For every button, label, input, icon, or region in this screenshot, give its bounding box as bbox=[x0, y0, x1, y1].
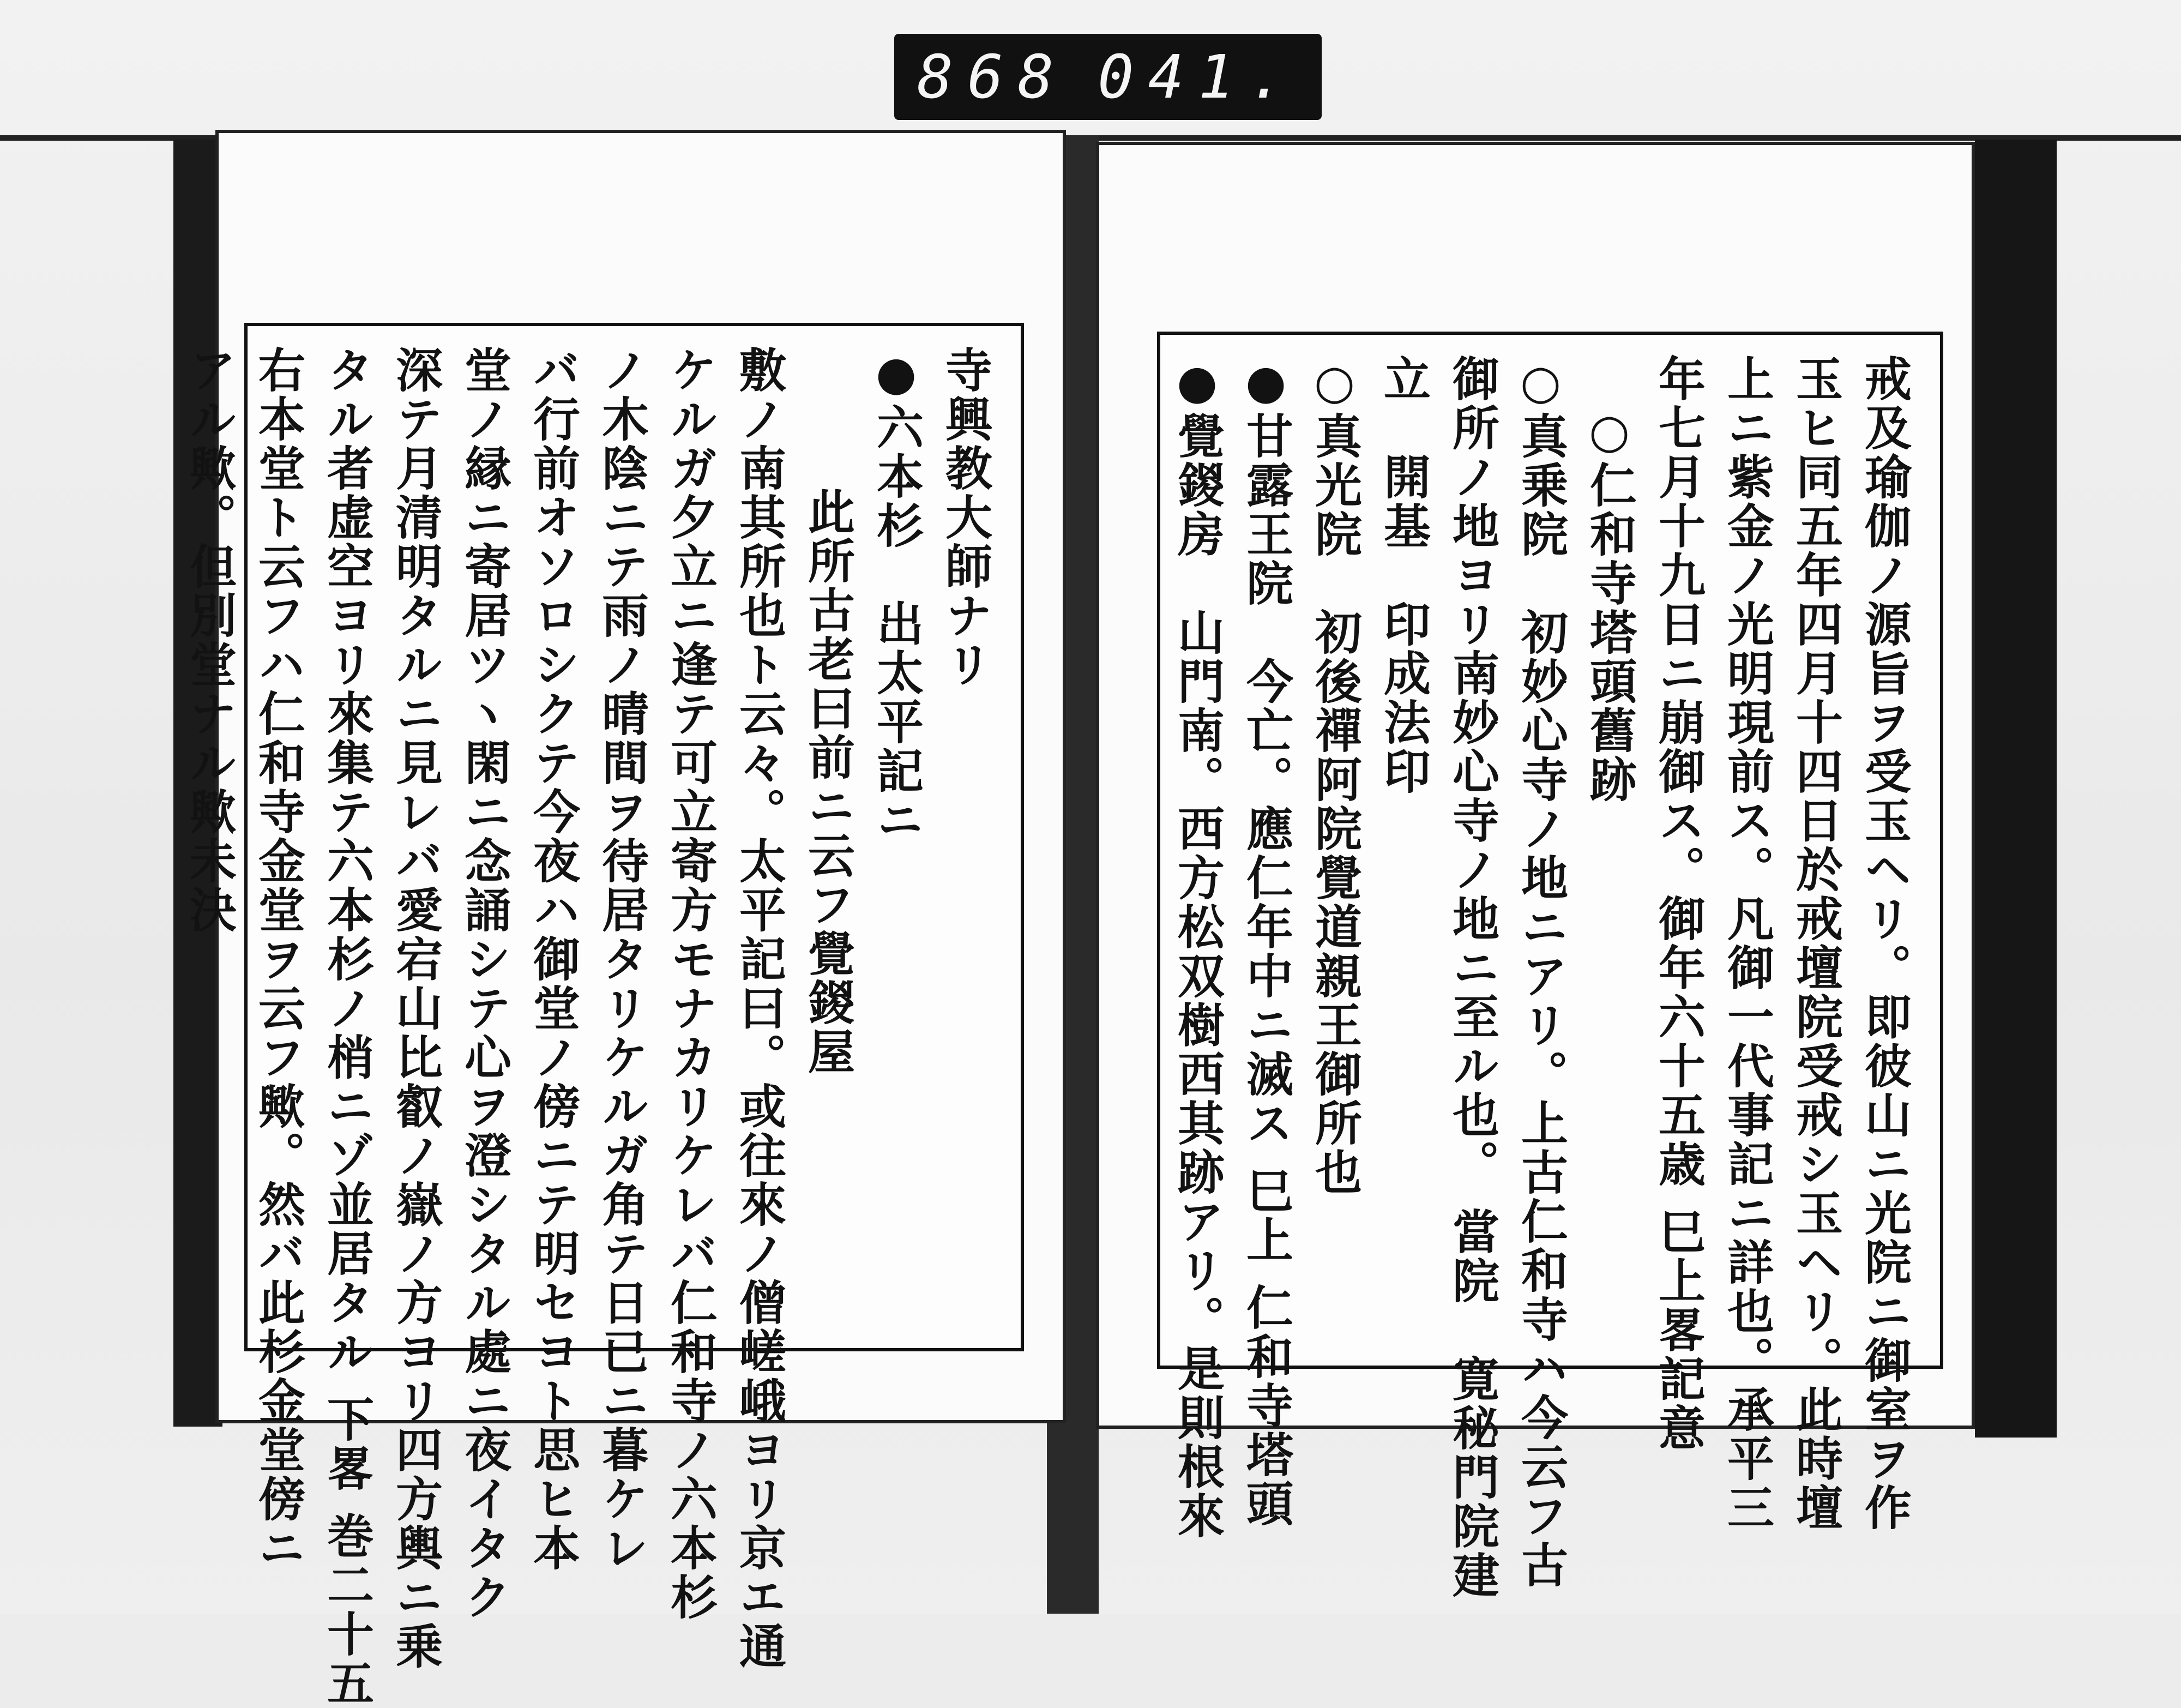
left-col-8: 堂ノ縁ニ寄居ツヽ閑ニ念誦シテ心ヲ澄シタル處ニ夜イタク bbox=[456, 346, 511, 1622]
left-col-4: 敷ノ南其所也ト云々。太平記曰。或往來ノ僧嵯峨ヨリ京エ通 bbox=[731, 346, 786, 1671]
right-col-1: 戒及瑜伽ノ源旨ヲ受玉ヘリ。即彼山ニ光院ニ御室ヲ作 bbox=[1857, 354, 1912, 1532]
left-col-12: アル歟。但別堂ナル歟未決 bbox=[182, 346, 237, 935]
left-col-10: タル者虚空ヨリ來集テ六本杉ノ梢ニゾ並居タル 下畧 巻二十五 bbox=[319, 346, 374, 1708]
reel-id-plate bbox=[894, 34, 1322, 120]
left-col-6: ノ木陰ニテ雨ノ晴間ヲ待居タリケルガ角テ日已ニ暮ケレ bbox=[594, 346, 649, 1573]
left-col-9: 深テ月清明タルニ見レバ愛宕山比叡ノ嶽ノ方ヨリ四方輿ニ乗 bbox=[388, 346, 443, 1671]
right-col-8: 立 開基 印成法印 bbox=[1376, 354, 1431, 796]
left-col-2: ●六本杉 出太平記ニ bbox=[869, 346, 924, 845]
left-col-11: 右本堂ト云フハ仁和寺金堂ヲ云フ歟。然バ此杉金堂傍ニ bbox=[250, 346, 305, 1573]
left-page-text bbox=[182, 346, 999, 1708]
reel-number: 868 bbox=[917, 42, 1068, 112]
right-col-2: 玉ヒ同五年四月十四日於戒壇院受戒シ玉ヘリ。此時壇 bbox=[1788, 354, 1843, 1532]
right-page-text bbox=[1170, 354, 1918, 1600]
right-col-10: ●甘露王院 今亡。應仁年中ニ滅ス 巳上 仁和寺塔頭 bbox=[1238, 354, 1293, 1529]
right-col-5-heading: ○仁和寺塔頭舊跡 bbox=[1582, 404, 1637, 804]
right-col-7: 御所ノ地ヨリ南妙心寺ノ地ニ至ル也。 當院 寛秘門院建 bbox=[1444, 354, 1499, 1600]
left-col-7: バ行前オソロシクテ今夜ハ御堂ノ傍ニテ明セヨト思ヒ本 bbox=[525, 346, 580, 1573]
right-col-11: ●覺鍐房 山門南。西方松双樹西其跡アリ。是則根來 bbox=[1170, 354, 1225, 1541]
right-col-3: 上ニ紫金ノ光明現前ス。凡御一代事記ニ詳也。承平三 bbox=[1719, 354, 1774, 1532]
frame-number: 041. bbox=[1098, 42, 1299, 112]
left-page-frame bbox=[182, 323, 1024, 1708]
right-page-frame bbox=[1157, 332, 1943, 1600]
left-col-1: 寺興教大師ナリ bbox=[937, 346, 992, 689]
right-col-6: ○真乗院 初妙心寺ノ地ニアリ。上古仁和寺ハ今云フ古 bbox=[1513, 354, 1568, 1590]
left-col-5: ケルガ夕立ニ逢テ可立寄方モナカリケレバ仁和寺ノ六本杉 bbox=[662, 346, 718, 1622]
left-col-3: 此所古老曰前ニ云フ覺鍐屋 bbox=[800, 488, 855, 1076]
right-col-4: 年七月十九日ニ崩御ス。御年六十五歳 巳上畧記意 bbox=[1650, 354, 1706, 1453]
right-book-edge bbox=[1975, 140, 2057, 1438]
right-col-9: ○真光院 初後禪阿院覺道親王御所也 bbox=[1307, 354, 1362, 1197]
